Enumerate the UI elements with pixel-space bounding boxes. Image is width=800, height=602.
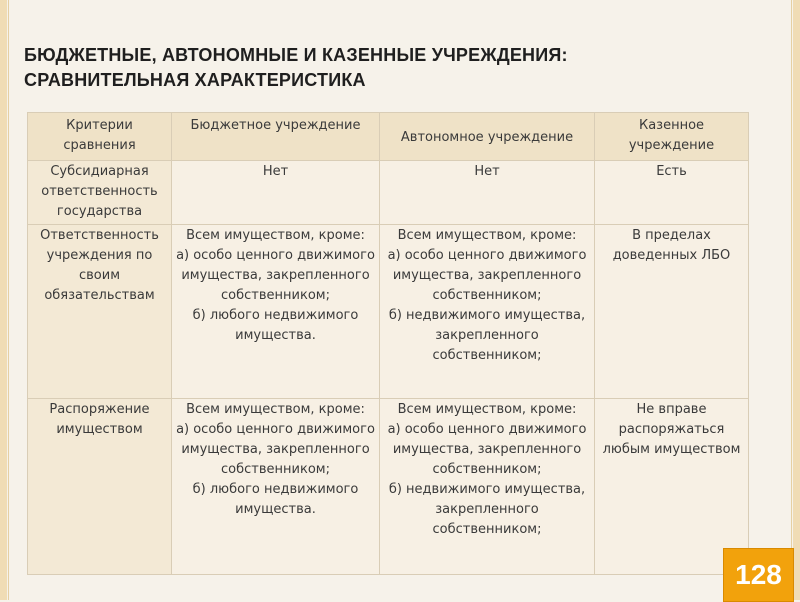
table-header-row	[28, 113, 749, 161]
right-frame-line	[791, 0, 792, 600]
page-number-badge: 128	[723, 548, 794, 602]
cell-budget: Всем имуществом, кроме: а) особо ценного движимого имущества, закрепленного собственником; б) любого недвижимого имущества.	[172, 399, 380, 575]
cell-autonomous: Всем имуществом, кроме: а) особо ценного движимого имущества, закрепленного собственником; б) недвижимого имущества, закрепленного собственником;	[380, 399, 595, 575]
cell-state: В пределах доведенных ЛБО	[595, 225, 749, 399]
left-frame-border	[0, 0, 7, 600]
cell-budget: Нет	[172, 161, 380, 225]
header-criteria: Критерии сравнения	[28, 113, 172, 161]
cell-budget: Всем имуществом, кроме: а) особо ценного движимого имущества, закрепленного собственником; б) любого недвижимого имущества.	[172, 225, 380, 399]
cell-autonomous: Всем имуществом, кроме: а) особо ценного движимого имущества, закрепленного собственником; б) недвижимого имущества, закрепленного собственником;	[380, 225, 595, 399]
cell-autonomous: Нет	[380, 161, 595, 225]
right-frame-border	[793, 0, 800, 600]
cell-state: Есть	[595, 161, 749, 225]
header-autonomous: Автономное учреждение	[380, 113, 595, 161]
table-row	[28, 225, 749, 399]
slide-title-line-2: СРАВНИТЕЛЬНАЯ ХАРАКТЕРИСТИКА	[24, 70, 366, 90]
slide-title	[24, 43, 724, 93]
left-frame-line	[8, 0, 9, 600]
row-criterion: Ответственность учреждения по своим обязательствам	[28, 225, 172, 399]
cell-state: Не вправе распоряжаться любым имуществом	[595, 399, 749, 575]
table-row	[28, 161, 749, 225]
header-budget: Бюджетное учреждение	[172, 113, 380, 161]
header-state: Казенное учреждение	[595, 113, 749, 161]
slide-title-line-1: БЮДЖЕТНЫЕ, АВТОНОМНЫЕ И КАЗЕННЫЕ УЧРЕЖДЕНИЯ:	[24, 45, 568, 65]
comparison-table	[27, 112, 749, 575]
row-criterion: Субсидиарная ответственность государства	[28, 161, 172, 225]
table-row	[28, 399, 749, 575]
row-criterion: Распоряжение имуществом	[28, 399, 172, 575]
